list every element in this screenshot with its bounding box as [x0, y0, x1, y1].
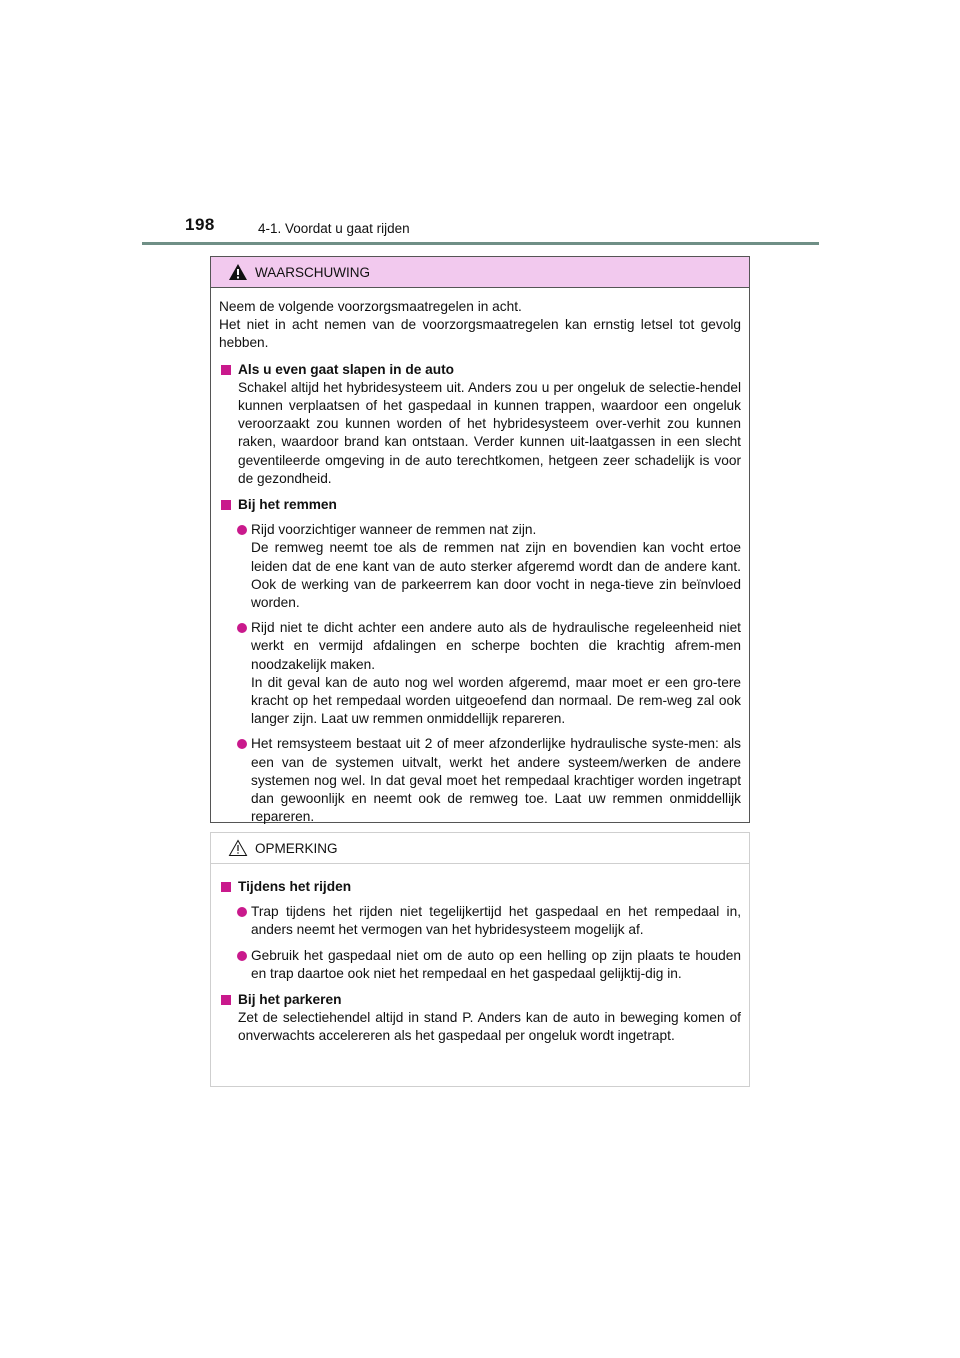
list-item-line: Rijd niet te dicht achter een andere auto als de hydraulische regeleenheid niet werkt en vermijd afdalingen en scherpe bochten die krachtig afrem-men noodzakelijk maken.: [251, 620, 741, 672]
list-item-line: Het remsysteem bestaat uit 2 of meer afzonderlijke hydraulische syste-men: als een van de systemen uitvalt, werkt het andere systeem/werken de andere systemen nog wel. In dat geval moet het rempedaal krachtiger worden ingetrapt dan gewoonlijk en neemt ook de remweg toe. Laat uw remmen onmiddellijk repareren.: [251, 736, 741, 825]
list-item-line: Gebruik het gaspedaal niet om de auto op een helling op zijn plaats te houden en trap daartoe ook niet het rempedaal en het gaspedaal gelijktij-dig in.: [251, 947, 741, 981]
warning-box-header: [211, 257, 749, 288]
notice-body: [211, 864, 749, 1046]
round-bullet-icon: [237, 739, 247, 749]
section-heading: Tijdens het rijden: [219, 878, 741, 896]
section-text: Schakel altijd het hybridesysteem uit. Anders zou u per ongeluk de selectie-hendel kunnen verplaatsen of het gaspedaal in kunnen trappen, waardoor een ongeluk veroorzaakt zou kunnen worden of het hybridesysteem over-verhit zou kunnen raken, waardoor brand kan ontstaan. Verder kunnen uit-laatgassen in een slecht geventileerde omgeving in de auto terechtkomen, hetgeen zeer schadelijk is voor de gezondheid.: [238, 379, 741, 486]
round-bullet-icon: [237, 525, 247, 535]
warning-section: [219, 496, 741, 826]
caution-outline-icon: [228, 839, 248, 857]
square-bullet-icon: [221, 995, 231, 1005]
section-heading: Bij het parkeren: [219, 991, 741, 1009]
warning-triangle-icon: [228, 263, 248, 281]
warning-body: [211, 288, 749, 826]
list-item: [219, 735, 741, 826]
list-item: [219, 903, 741, 939]
warning-box: [210, 256, 750, 823]
section-title: 4-1. Voordat u gaat rijden: [258, 221, 410, 236]
section-heading: Bij het remmen: [219, 496, 741, 514]
list-item: [219, 619, 741, 728]
list-item: [219, 947, 741, 983]
section-text: Zet de selectiehendel altijd in stand P. Anders kan de auto in beweging komen of onverwachts accelereren als het gaspedaal per ongeluk wordt ingetrapt.: [238, 1010, 741, 1044]
warning-intro-line: Het niet in acht nemen van de voorzorgsmaatregelen kan ernstig letsel tot gevolg hebben.: [219, 317, 741, 351]
square-bullet-icon: [221, 500, 231, 510]
notice-title: OPMERKING: [255, 841, 338, 856]
page-number: 198: [185, 215, 215, 234]
warning-section: [219, 361, 741, 488]
round-bullet-icon: [237, 907, 247, 917]
section-heading: Als u even gaat slapen in de auto: [219, 361, 741, 379]
list-item-line: In dit geval kan de auto nog wel worden afgeremd, maar moet er een gro-tere kracht op het rempedaal worden uitgeoefend dan normaal. De rem-weg zal ook langer zijn. Laat uw remmen onmiddellijk repareren.: [251, 674, 741, 727]
notice-section: [219, 878, 741, 983]
list-item-line: Rijd voorzichtiger wanneer de remmen nat zijn.: [251, 522, 537, 538]
list-item-line: Trap tijdens het rijden niet tegelijkertijd het gaspedaal en het rempedaal in, anders neemt het vermogen van het hybridesysteem mogelijk af.: [251, 904, 741, 938]
square-bullet-icon: [221, 365, 231, 375]
header-rule: [142, 242, 819, 245]
warning-intro-line: Neem de volgende voorzorgsmaatregelen in acht.: [219, 299, 522, 314]
list-item: [219, 521, 741, 612]
list-item-line: De remweg neemt toe als de remmen nat zijn en bovendien kan vocht ertoe leiden dat de ene kant van de auto sterker afgeremd wordt dan de andere kant. Ook de werking van de parkeerrem kan door vocht in nega-tieve zin beïnvloed worden.: [251, 540, 741, 611]
round-bullet-icon: [237, 623, 247, 633]
notice-box: [210, 832, 750, 1087]
round-bullet-icon: [237, 951, 247, 961]
notice-box-header: [211, 833, 749, 864]
square-bullet-icon: [221, 882, 231, 892]
page-header: [0, 0, 960, 250]
warning-title: WAARSCHUWING: [255, 265, 370, 280]
notice-section: [219, 991, 741, 1046]
